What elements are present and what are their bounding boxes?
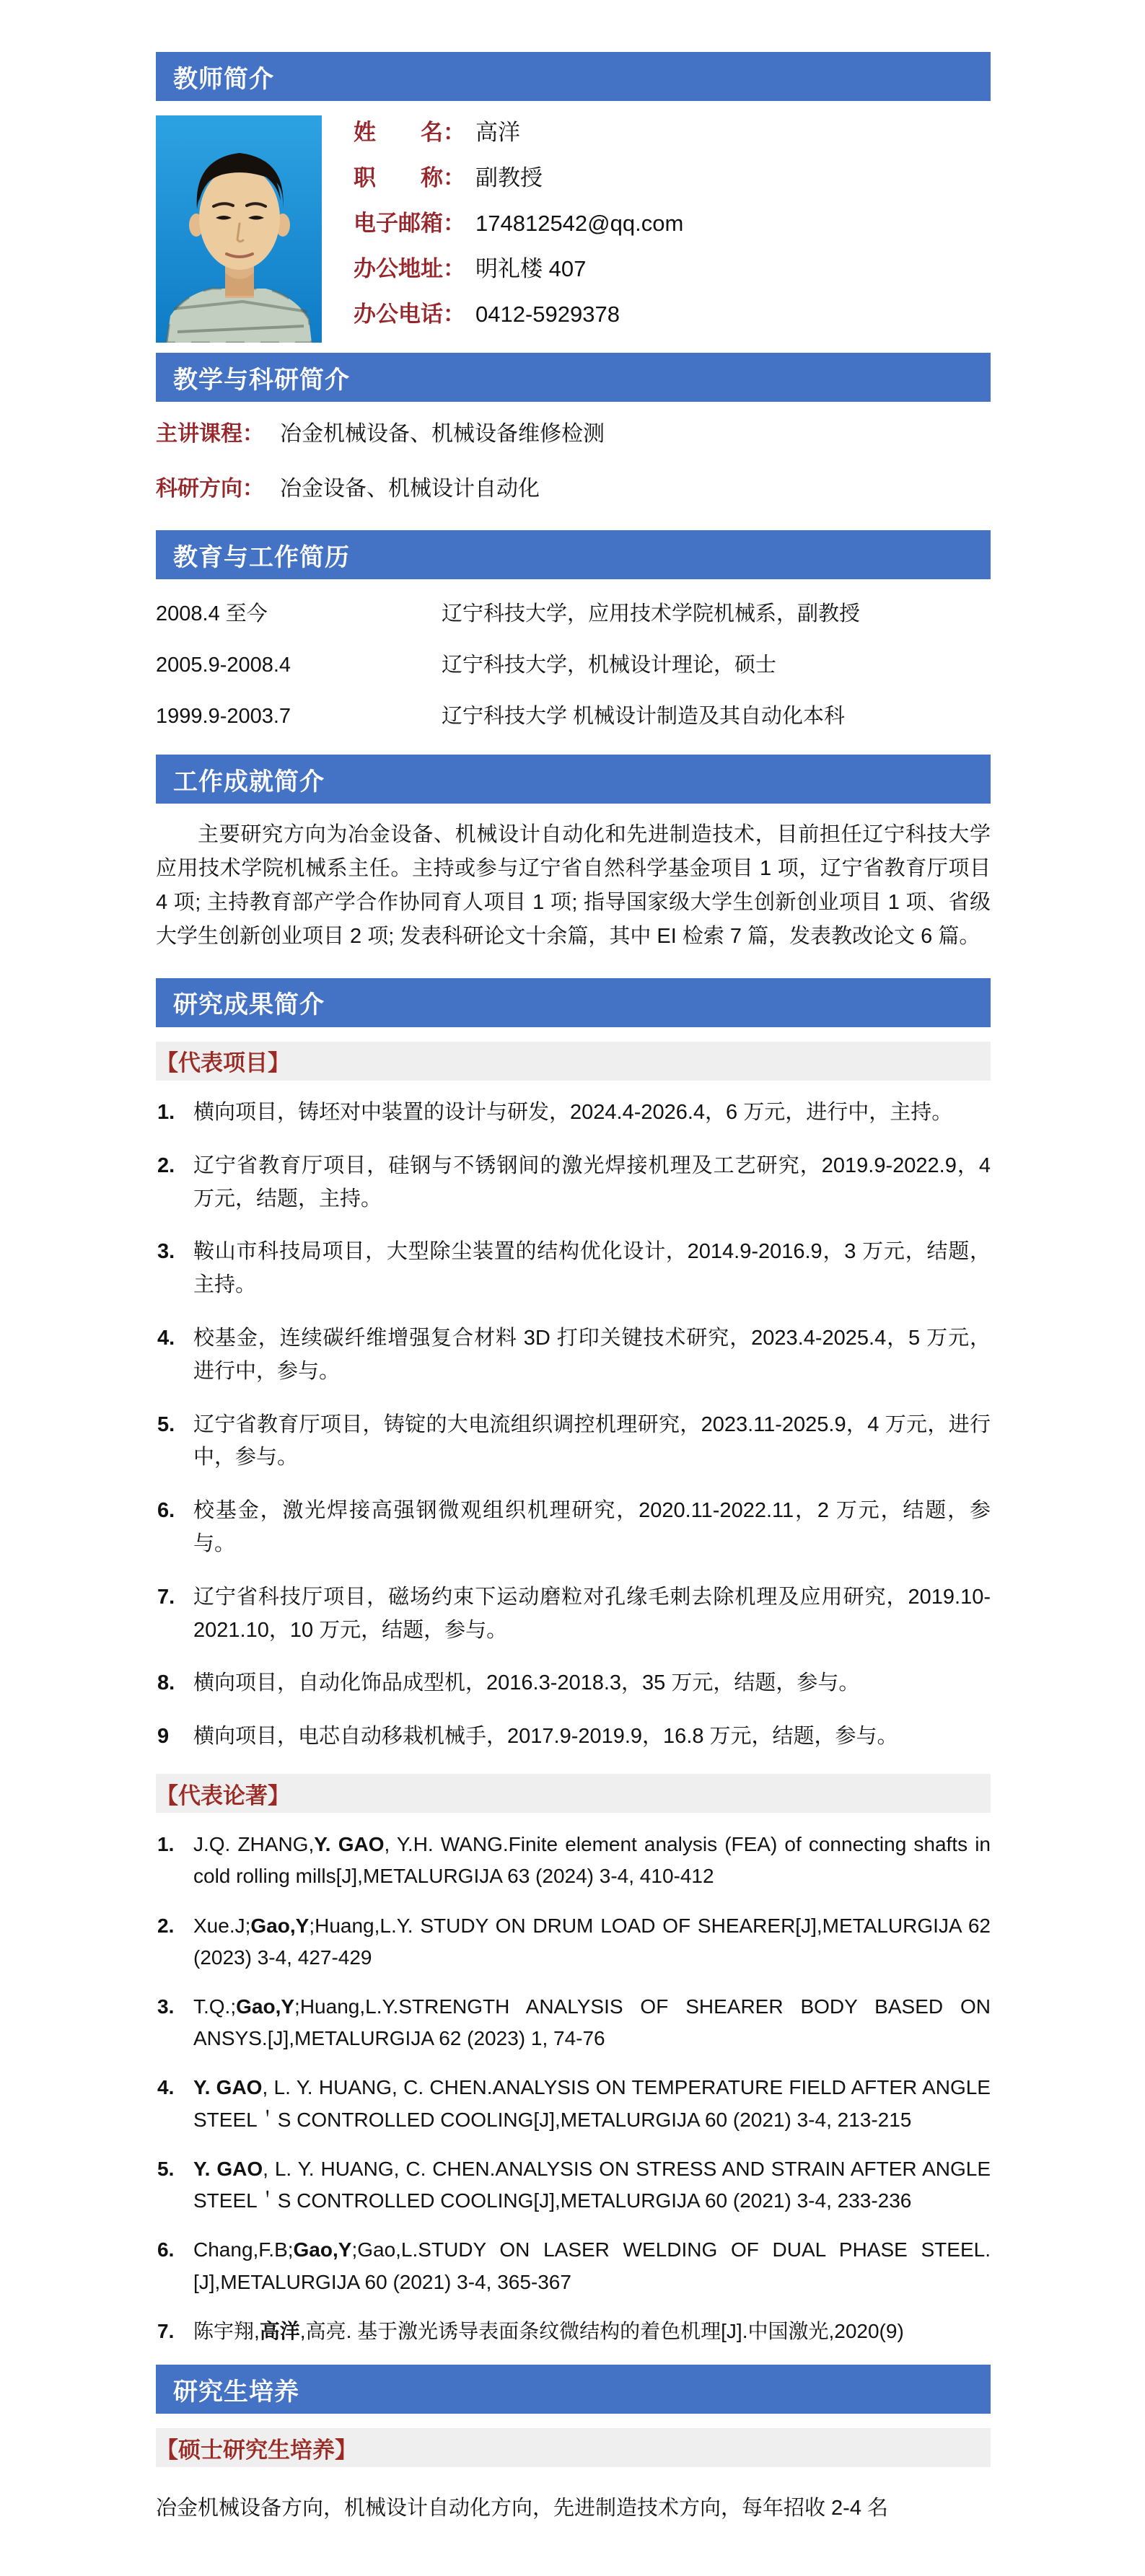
publication-item — [156, 2072, 991, 2135]
profile-field-label: 办公电话： — [354, 302, 465, 327]
teaching-research-row — [156, 475, 991, 503]
project-text: 横向项目，自动化饰品成型机，2016.3-2018.3，35 万元，结题，参与。 — [193, 1671, 860, 1695]
publications-list — [156, 1829, 991, 2347]
project-text: 校基金，连续碳纤维增强复合材料 3D 打印关键技术研究，2023.4-2025.4，5 万元，进行中，参与。 — [193, 1326, 991, 1383]
publication-item — [156, 1829, 991, 1892]
subheader-master-training — [156, 2428, 991, 2467]
section-header-education-work — [156, 530, 991, 579]
publication-text-segment: 陈宇翔, — [193, 2319, 260, 2342]
publication-text-segment: ;Huang,L.Y.STRENGTH ANALYSIS OF SHEARER BODY BASED ON ANSYS.[J],METALURGIJA 62 (2023) 1, 74-76 — [193, 1995, 991, 2050]
section-title-graduate-training: 研究生培养 — [173, 2378, 299, 2406]
project-item — [156, 1322, 991, 1389]
section-title-achievements: 工作成就简介 — [173, 768, 325, 796]
project-item — [156, 1495, 991, 1561]
profile-field-label: 电子邮箱： — [354, 211, 465, 236]
publication-text-segment: Chang,F.B; — [193, 2238, 294, 2261]
section-header-achievements — [156, 755, 991, 804]
profile-field-row — [354, 255, 683, 283]
profile-field-row — [354, 164, 683, 193]
profile-info-list — [354, 115, 683, 343]
publication-text-segment: Xue.J; — [193, 1914, 251, 1937]
project-item — [156, 1096, 991, 1130]
publication-item — [156, 1910, 991, 1974]
section-title-teacher-intro: 教师简介 — [173, 65, 274, 93]
faculty-profile-page — [156, 0, 991, 2576]
timeline-detail: 辽宁科技大学，应用技术学院机械系，副教授 — [442, 602, 861, 625]
projects-list — [156, 1096, 991, 1754]
section-header-research-results — [156, 978, 991, 1027]
project-number: 2. — [157, 1153, 175, 1177]
publication-author-highlight: Gao,Y — [250, 1914, 310, 1937]
publication-text — [193, 2076, 991, 2130]
publication-author-highlight: Gao,Y — [293, 2238, 352, 2261]
teacher-photo-image — [156, 115, 322, 343]
subheader-representative-projects-label: 【代表项目】 — [156, 1050, 290, 1076]
publication-author-highlight: Gao,Y — [236, 1995, 295, 2018]
teacher-photo — [156, 115, 322, 343]
publication-text — [193, 2320, 904, 2342]
project-item — [156, 1667, 991, 1700]
timeline-period: 2005.9-2008.4 — [156, 654, 291, 677]
publication-text-segment: , L. Y. HUANG, C. CHEN.ANALYSIS ON STRESS AND STRAIN AFTER ANGLE STEEL＇S CONTROLLED COOLING[J],METALURGIJA 60 (2021) 3-4, 233-236 — [193, 2157, 991, 2212]
publication-text — [193, 1995, 991, 2049]
publication-text-segment: ;Gao,L.STUDY ON LASER WELDING OF DUAL PHASE STEEL.[J],METALURGIJA 60 (2021) 3-4, 365-367 — [193, 2238, 991, 2293]
subheader-representative-publications-label: 【代表论著】 — [156, 1782, 290, 1808]
section-header-graduate-training — [156, 2365, 991, 2414]
publication-text — [193, 1833, 991, 1887]
section-header-teacher-intro — [156, 52, 991, 101]
section-header-teaching-research — [156, 353, 991, 402]
publication-number: 7. — [157, 2319, 175, 2342]
project-text: 横向项目，电芯自动移栽机械手，2017.9-2019.9，16.8 万元，结题，参与。 — [193, 1725, 898, 1749]
teaching-research-label: 主讲课程： — [156, 422, 264, 446]
timeline-row — [156, 703, 991, 730]
project-number: 1. — [157, 1100, 175, 1124]
teaching-research-row — [156, 421, 991, 448]
profile-field-label: 姓 名： — [354, 120, 465, 145]
publication-text — [193, 1915, 991, 1969]
timeline-detail: 辽宁科技大学 机械设计制造及其自动化本科 — [442, 705, 846, 728]
publication-text-segment: ;Huang,L.Y. STUDY ON DRUM LOAD OF SHEARER[J],METALURGIJA 62 (2023) 3-4, 427-429 — [193, 1914, 991, 1969]
timeline-row — [156, 652, 991, 679]
project-text: 横向项目，铸坯对中装置的设计与研发，2024.4-2026.4，6 万元，进行中，主持。 — [193, 1100, 953, 1124]
subheader-representative-projects — [156, 1042, 991, 1081]
timeline-detail: 辽宁科技大学，机械设计理论，硕士 — [442, 654, 777, 677]
publication-author-highlight: 高洋 — [259, 2319, 300, 2342]
project-item — [156, 1720, 991, 1754]
project-number: 6. — [157, 1499, 175, 1523]
project-text: 辽宁省科技厅项目，磁场约束下运动磨粒对孔缘毛刺去除机理及应用研究，2019.10-2021.10，10 万元，结题，参与。 — [193, 1585, 991, 1642]
publication-text-segment: T.Q.; — [193, 1995, 237, 2018]
timeline-period: 2008.4 至今 — [156, 602, 268, 625]
project-item — [156, 1150, 991, 1216]
publication-item — [156, 2234, 991, 2298]
teaching-research-label: 科研方向： — [156, 477, 264, 501]
publication-number: 2. — [157, 1914, 175, 1937]
project-number: 9 — [157, 1725, 170, 1749]
project-item — [156, 1409, 991, 1475]
project-text: 辽宁省教育厅项目，硅钢与不锈钢间的激光焊接机理及工艺研究，2019.9-2022.9，4 万元，结题，主持。 — [193, 1153, 991, 1210]
profile-field-value: 明礼楼 407 — [475, 256, 587, 281]
section-title-research-results: 研究成果简介 — [173, 991, 325, 1019]
project-item — [156, 1581, 991, 1648]
teaching-research-rows — [156, 421, 991, 503]
profile-field-value: 174812542@qq.com — [475, 211, 684, 236]
project-text: 辽宁省教育厅项目，铸锭的大电流组织调控机理研究，2023.11-2025.9，4 万元，进行中，参与。 — [193, 1412, 991, 1469]
publication-number: 4. — [157, 2076, 175, 2099]
publication-number: 6. — [157, 2238, 175, 2261]
profile-section — [156, 115, 991, 343]
graduate-paragraph: 冶金机械设备方向，机械设计自动化方向，先进制造技术方向，每年招收 2-4 名 — [156, 2497, 889, 2520]
timeline-row — [156, 601, 991, 628]
subheader-representative-publications — [156, 1774, 991, 1813]
section-title-teaching-research: 教学与科研简介 — [173, 366, 350, 394]
profile-field-value: 高洋 — [475, 120, 520, 145]
publication-item — [156, 1991, 991, 2054]
publication-author-highlight: Y. GAO — [193, 2076, 263, 2099]
publication-text — [193, 2238, 991, 2293]
publication-item — [156, 2316, 991, 2347]
profile-field-row — [354, 300, 683, 329]
project-number: 8. — [157, 1671, 175, 1695]
profile-field-label: 办公地址： — [354, 256, 465, 281]
project-number: 5. — [157, 1412, 175, 1436]
publication-text-segment: , Y.H. WANG.Finite element analysis (FEA) of connecting shafts in cold rolling mills[J],METALURGIJA 63 (2024) 3-4, 410-412 — [193, 1833, 991, 1888]
profile-field-row — [354, 118, 683, 147]
project-number: 4. — [157, 1326, 175, 1350]
publication-number: 1. — [157, 1833, 175, 1856]
publication-text-segment: , L. Y. HUANG, C. CHEN.ANALYSIS ON TEMPERATURE FIELD AFTER ANGLE STEEL＇S CONTROLLED COOLING[J],METALURGIJA 60 (2021) 3-4, 213-215 — [193, 2076, 991, 2131]
profile-field-label: 职 称： — [354, 165, 465, 190]
project-text: 校基金，激光焊接高强钢微观组织机理研究，2020.11-2022.11，2 万元，结题，参与。 — [193, 1499, 991, 1555]
publication-author-highlight: Y. GAO — [314, 1833, 385, 1856]
achievements-paragraph: 主要研究方向为冶金设备、机械设计自动化和先进制造技术，目前担任辽宁科技大学应用技术学院机械系主任。主持或参与辽宁省自然科学基金项目 1 项，辽宁省教育厅项目 4 项; 主持教育部产学合作协同育人项目 1 项; 指导国家级大学生创新创业项目 1 项、省级大学生创新创业项目 2 项; 发表科研论文十余篇，其中 EI 检索 7 篇，发表教改论文 6 篇。 — [156, 823, 991, 948]
project-number: 7. — [157, 1585, 175, 1609]
publication-number: 5. — [157, 2157, 175, 2180]
publication-text-segment: J.Q. ZHANG, — [193, 1833, 315, 1856]
project-item — [156, 1236, 991, 1302]
publication-text-segment: ,高亮. 基于激光诱导表面条纹微结构的着色机理[J].中国激光,2020(9) — [299, 2319, 904, 2342]
publication-number: 3. — [157, 1995, 175, 2018]
profile-field-value: 0412-5929378 — [475, 302, 620, 327]
project-number: 3. — [157, 1240, 175, 1264]
profile-field-value: 副教授 — [475, 165, 543, 190]
subheader-master-training-label: 【硕士研究生培养】 — [156, 2437, 357, 2463]
profile-field-row — [354, 209, 683, 238]
teaching-research-value: 冶金机械设备、机械设备维修检测 — [280, 422, 605, 446]
section-title-education-work: 教育与工作简历 — [173, 543, 350, 571]
publication-text — [193, 2158, 991, 2212]
teaching-research-value: 冶金设备、机械设计自动化 — [280, 477, 540, 501]
publication-item — [156, 2153, 991, 2217]
publication-author-highlight: Y. GAO — [193, 2157, 263, 2180]
timeline-period: 1999.9-2003.7 — [156, 705, 291, 728]
education-work-timeline — [156, 601, 991, 730]
project-text: 鞍山市科技局项目，大型除尘装置的结构优化设计，2014.9-2016.9，3 万元，结题，主持。 — [193, 1240, 991, 1297]
